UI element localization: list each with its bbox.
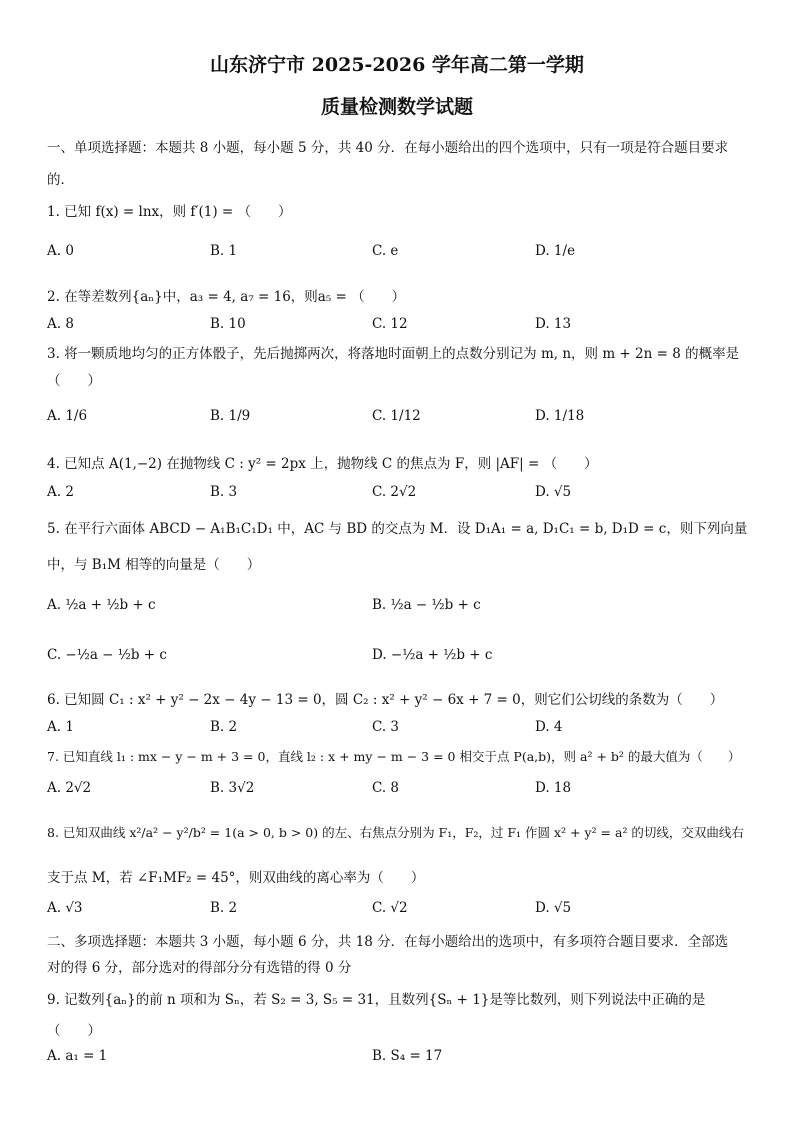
q1-option-a: A. 0: [47, 243, 74, 259]
q7-option-a: A. 2√2: [47, 780, 92, 796]
question-7-stem: 7. 已知直线 l₁ : mx − y − m + 3 = 0，直线 l₂ : x + my − m − 3 = 0 相交于点 P(a,b)，则 a² + b² 的最大值为（ ）: [47, 749, 741, 764]
section2-instruction-cont: 对的得 6 分，部分选对的得部分分有选错的得 0 分: [47, 960, 352, 976]
q8-option-a: A. √3: [47, 900, 83, 916]
q4-option-a: A. 2: [47, 484, 74, 500]
question-3-stem-cont: （ ）: [47, 373, 101, 389]
section2-instruction: 二、多项选择题：本题共 3 小题，每小题 6 分，共 18 分．在每小题给出的选项中，有多项符合题目要求．全部选: [47, 934, 729, 950]
question-5-stem: 5. 在平行六面体 ABCD − A₁B₁C₁D₁ 中，AC 与 BD 的交点为 M．设 D₁A₁ = a, D₁C₁ = b, D₁D = c，则下列向量: [47, 521, 748, 537]
q8-option-c: C. √2: [372, 900, 408, 916]
question-6-stem: 6. 已知圆 C₁ : x² + y² − 2x − 4y − 13 = 0，圆 C₂ : x² + y² − 6x + 7 = 0，则它们公切线的条数为（ ）: [47, 692, 724, 708]
q8-option-b: B. 2: [210, 900, 238, 916]
q7-option-c: C. 8: [372, 780, 400, 796]
exam-title: 山东济宁市 2025-2026 学年高二第一学期: [210, 54, 584, 76]
q4-option-b: B. 3: [210, 484, 238, 500]
q5-option-d: D. −½a + ½b + c: [372, 647, 493, 663]
q4-option-c: C. 2√2: [372, 484, 417, 500]
question-8-stem-cont: 支于点 M，若 ∠F₁MF₂ = 45°，则双曲线的离心率为（ ）: [47, 870, 425, 886]
q1-option-b: B. 1: [210, 243, 238, 259]
q2-option-d: D. 13: [535, 316, 572, 332]
exam-subtitle: 质量检测数学试题: [320, 96, 473, 118]
question-5-stem-cont: 中，与 B₁M 相等的向量是（ ）: [47, 557, 261, 573]
question-4-stem: 4. 已知点 A(1,−2) 在抛物线 C : y² = 2px 上，抛物线 C 的焦点为 F，则 |AF| = （ ）: [47, 456, 598, 472]
q4-option-d: D. √5: [535, 484, 572, 500]
question-9-stem-cont: （ ）: [47, 1023, 101, 1039]
q6-option-a: A. 1: [47, 719, 74, 735]
q7-option-b: B. 3√2: [210, 780, 255, 796]
q6-option-c: C. 3: [372, 719, 400, 735]
q3-option-b: B. 1/9: [210, 408, 251, 424]
q3-option-a: A. 1/6: [47, 408, 88, 424]
question-9-stem: 9. 记数列{aₙ}的前 n 项和为 Sₙ，若 S₂ = 3, S₅ = 31，且数列{Sₙ + 1}是等比数列，则下列说法中正确的是: [47, 992, 706, 1008]
q9-option-a: A. a₁ = 1: [47, 1048, 108, 1064]
q5-option-a: A. ½a + ½b + c: [47, 597, 156, 613]
q5-option-c: C. −½a − ½b + c: [47, 647, 167, 663]
section1-instruction-cont: 的．: [47, 172, 74, 188]
q1-option-c: C. e: [372, 243, 399, 259]
question-8-stem: 8. 已知双曲线 x²/a² − y²/b² = 1(a > 0, b > 0) 的左、右焦点分别为 F₁，F₂，过 F₁ 作圆 x² + y² = a² 的切线，交双曲线右: [47, 825, 744, 840]
q2-option-b: B. 10: [210, 316, 246, 332]
q3-option-c: C. 1/12: [372, 408, 421, 424]
section1-instruction: 一、单项选择题：本题共 8 小题，每小题 5 分，共 40 分．在每小题给出的四个选项中，只有一项是符合题目要求: [47, 140, 729, 156]
q2-option-a: A. 8: [47, 316, 74, 332]
question-1-stem: 1. 已知 f(x) = lnx，则 f′(1) = （ ）: [47, 204, 292, 220]
question-3-stem: 3. 将一颗质地均匀的正方体骰子，先后抛掷两次，将落地时面朝上的点数分别记为 m, n，则 m + 2n = 8 的概率是: [47, 346, 740, 362]
q6-option-d: D. 4: [535, 719, 563, 735]
question-2-stem: 2. 在等差数列{aₙ}中，a₃ = 4, a₇ = 16，则a₅ = （ ）: [47, 289, 406, 305]
q5-option-b: B. ½a − ½b + c: [372, 597, 481, 613]
q2-option-c: C. 12: [372, 316, 408, 332]
q8-option-d: D. √5: [535, 900, 572, 916]
q1-option-d: D. 1/e: [535, 243, 576, 259]
q3-option-d: D. 1/18: [535, 408, 585, 424]
q6-option-b: B. 2: [210, 719, 238, 735]
q9-option-b: B. S₄ = 17: [372, 1048, 443, 1064]
q7-option-d: D. 18: [535, 780, 572, 796]
